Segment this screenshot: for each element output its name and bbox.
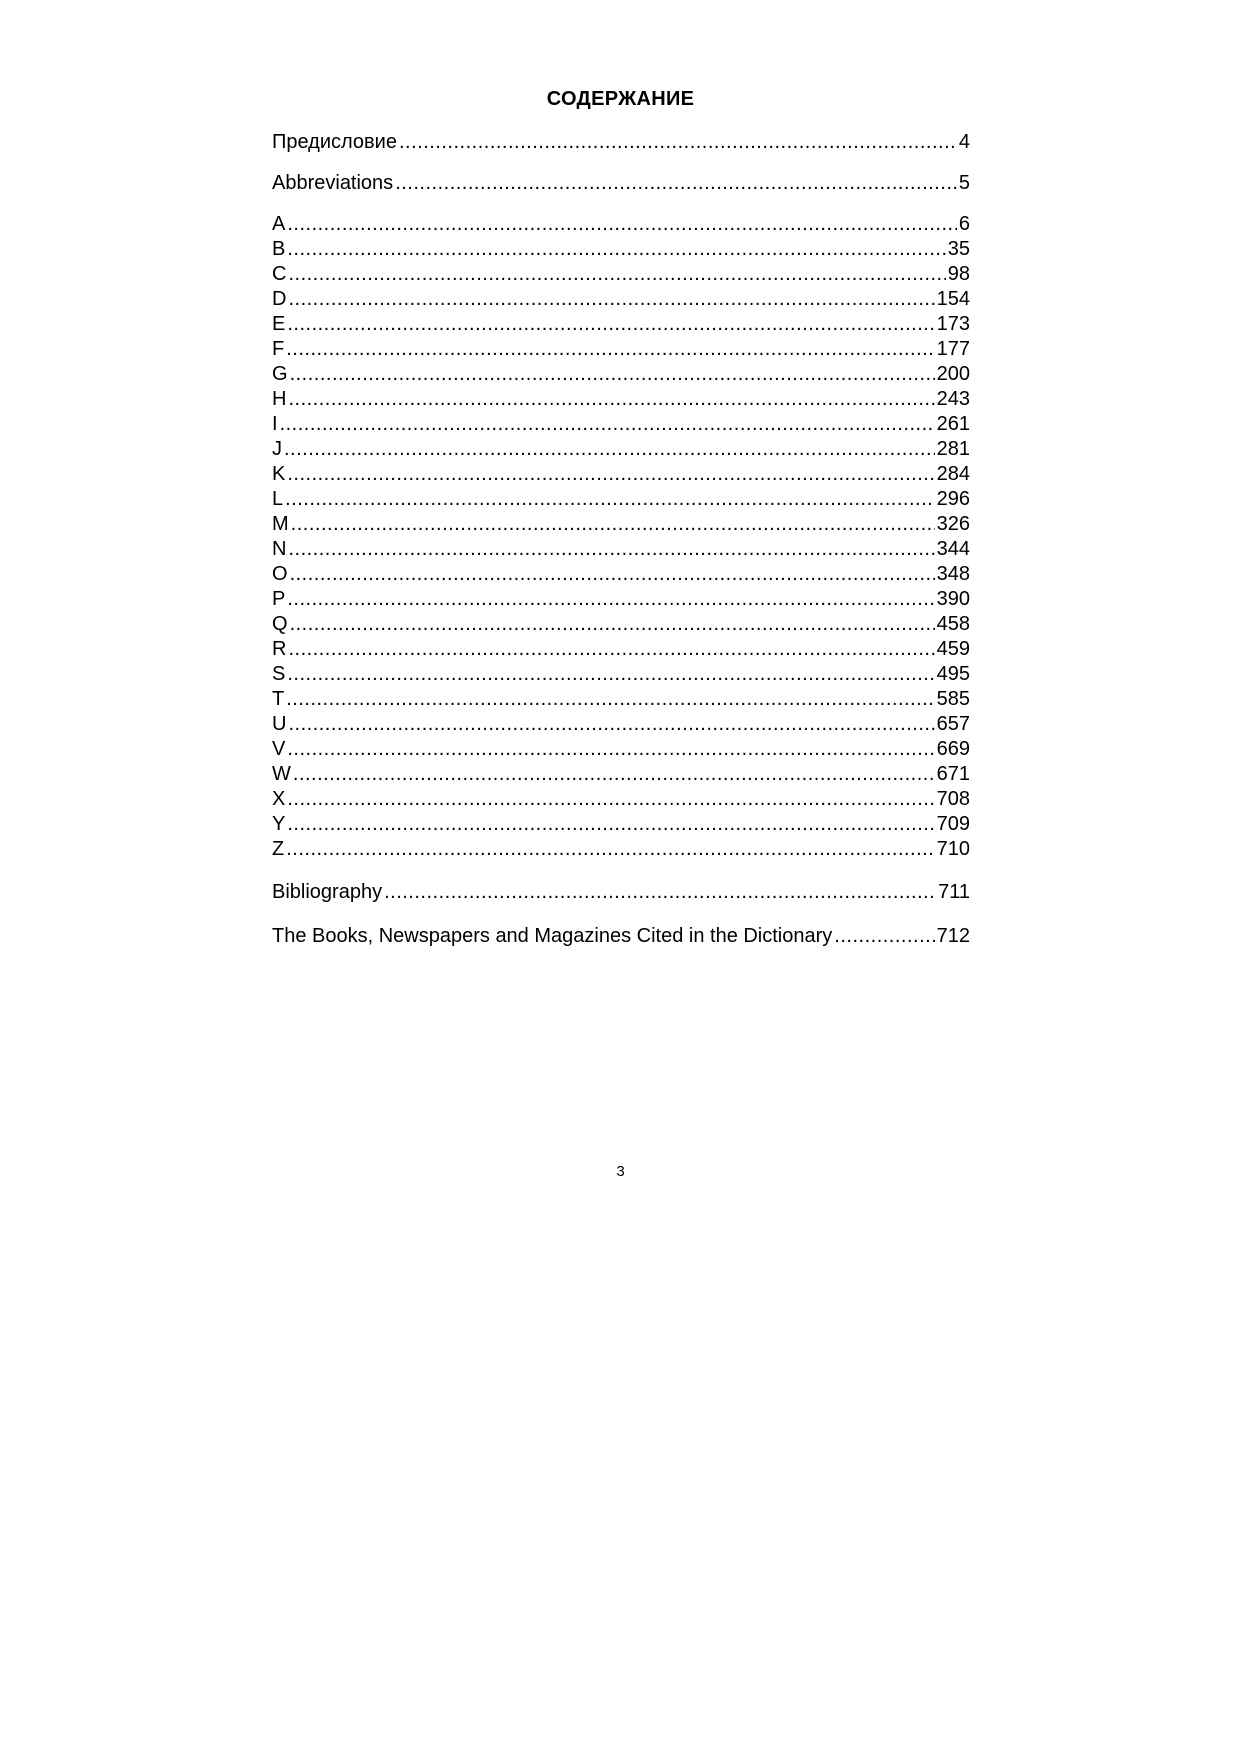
toc-entry[interactable] <box>272 761 970 787</box>
toc-entry-page: 177 <box>936 338 970 360</box>
toc-entry-label: F <box>272 338 285 360</box>
toc-entry-label: X <box>272 788 286 810</box>
toc-dot-leader <box>290 361 935 387</box>
toc-entry-page: 495 <box>936 663 970 685</box>
toc-entry-page: 6 <box>958 213 970 235</box>
toc-entry-label: A <box>272 213 286 235</box>
toc-dot-leader <box>287 311 934 337</box>
toc-dot-leader <box>285 486 935 512</box>
toc-entry-label: Bibliography <box>272 881 383 903</box>
toc-entry[interactable] <box>272 170 970 196</box>
toc-entry-page: 98 <box>947 263 970 285</box>
toc-dot-leader <box>286 336 934 362</box>
toc-dot-leader <box>287 661 934 687</box>
toc-entry-label: P <box>272 588 286 610</box>
toc-dot-leader <box>399 129 957 155</box>
toc-entry-page: 657 <box>936 713 970 735</box>
toc-entry-label: W <box>272 763 291 785</box>
toc-dot-leader <box>284 436 935 462</box>
toc-entry-page: 243 <box>936 388 970 410</box>
toc-entry-label: U <box>272 713 287 735</box>
toc-dot-leader <box>288 386 934 412</box>
toc-entry[interactable] <box>272 923 970 949</box>
toc-dot-leader <box>287 236 945 262</box>
toc-dot-leader <box>286 836 934 862</box>
toc-entry-page: 326 <box>936 513 970 535</box>
toc-entry-page: 459 <box>936 638 970 660</box>
toc-entry-label: Q <box>272 613 288 635</box>
toc-entry[interactable] <box>272 129 970 155</box>
toc-entry[interactable] <box>272 486 970 512</box>
toc-dot-leader <box>287 461 934 487</box>
toc-dot-leader <box>834 923 934 949</box>
toc-entry-page: 585 <box>936 688 970 710</box>
toc-dot-leader <box>288 536 934 562</box>
toc-entry-label: B <box>272 238 286 260</box>
page-number: 3 <box>616 1163 625 1180</box>
toc-entry-label: S <box>272 663 286 685</box>
toc-entry-page: 711 <box>938 881 970 903</box>
toc-entry-page: 348 <box>936 563 970 585</box>
toc-entry[interactable] <box>272 586 970 612</box>
toc-entry-page: 712 <box>936 925 970 947</box>
toc-entry-label: M <box>272 513 289 535</box>
toc-dot-leader <box>293 761 935 787</box>
toc-entry[interactable] <box>272 636 970 662</box>
toc-dot-leader <box>290 561 935 587</box>
toc-entry-page: 4 <box>958 131 970 153</box>
toc-entry-page: 200 <box>936 363 970 385</box>
toc-dot-leader <box>384 879 936 905</box>
toc-dot-leader <box>287 811 934 837</box>
toc-entry-label: T <box>272 688 285 710</box>
toc-entry-page: 284 <box>936 463 970 485</box>
toc-entry-label: D <box>272 288 287 310</box>
toc-entry[interactable] <box>272 611 970 637</box>
toc-entry-label: O <box>272 563 288 585</box>
toc-entry[interactable] <box>272 879 970 905</box>
toc-entry-page: 669 <box>936 738 970 760</box>
toc-dot-leader <box>288 261 945 287</box>
toc-dot-leader <box>286 686 934 712</box>
toc-entry[interactable] <box>272 786 970 812</box>
toc-entry[interactable] <box>272 511 970 537</box>
toc-entry[interactable] <box>272 736 970 762</box>
toc-entry-label: R <box>272 638 287 660</box>
toc-dot-leader <box>395 170 957 196</box>
toc-entry-page: 35 <box>947 238 970 260</box>
toc-entry-page: 709 <box>936 813 970 835</box>
toc-entry-page: 710 <box>936 838 970 860</box>
toc-entry-label: E <box>272 313 286 335</box>
toc-entry-page: 296 <box>936 488 970 510</box>
toc-entry-label: C <box>272 263 287 285</box>
toc-entry-page: 671 <box>936 763 970 785</box>
toc-entry-label: Y <box>272 813 286 835</box>
page-title: СОДЕРЖАНИЕ <box>546 88 695 110</box>
toc-entry-label: I <box>272 413 278 435</box>
toc-entry[interactable] <box>272 311 970 337</box>
toc-entry[interactable] <box>272 436 970 462</box>
toc-entry-label: K <box>272 463 286 485</box>
toc-dot-leader <box>288 636 934 662</box>
toc-entry[interactable] <box>272 686 970 712</box>
toc-entry-page: 154 <box>936 288 970 310</box>
toc-entry-label: Предисловие <box>272 131 397 153</box>
toc-entry-page: 261 <box>936 413 970 435</box>
toc-dot-leader <box>287 736 934 762</box>
toc-entry-page: 708 <box>936 788 970 810</box>
toc-entry-label: Z <box>272 838 285 860</box>
toc-entry-page: 390 <box>936 588 970 610</box>
toc-entry[interactable] <box>272 286 970 312</box>
toc-entry-label: V <box>272 738 286 760</box>
toc-entry[interactable] <box>272 261 970 287</box>
toc-dot-leader <box>287 786 934 812</box>
toc-entry-label: Abbreviations <box>272 172 394 194</box>
toc-entry-label: L <box>272 488 284 510</box>
toc-entry[interactable] <box>272 211 970 237</box>
toc-entry[interactable] <box>272 536 970 562</box>
toc-entry-page: 5 <box>958 172 970 194</box>
toc-entry-page: 458 <box>936 613 970 635</box>
toc-dot-leader <box>288 286 934 312</box>
toc-entry[interactable] <box>272 236 970 262</box>
toc-entry[interactable] <box>272 336 970 362</box>
toc-entry-label: J <box>272 438 282 460</box>
toc-entry-page: 344 <box>936 538 970 560</box>
toc-entry[interactable] <box>272 661 970 687</box>
toc-entry[interactable] <box>272 461 970 487</box>
toc-entry[interactable] <box>272 711 970 737</box>
toc-entry-label: G <box>272 363 288 385</box>
toc-dot-leader <box>287 211 957 237</box>
toc-entry-label: H <box>272 388 287 410</box>
toc-dot-leader <box>280 411 935 437</box>
toc-entry[interactable] <box>272 561 970 587</box>
toc-dot-leader <box>290 611 935 637</box>
toc-dot-leader <box>287 586 934 612</box>
toc-entry-label: The Books, Newspapers and Magazines Cited in the Dictionary <box>272 925 833 947</box>
toc-entry[interactable] <box>272 386 970 412</box>
toc-dot-leader <box>291 511 935 537</box>
toc-entry[interactable] <box>272 361 970 387</box>
toc-entry[interactable] <box>272 836 970 862</box>
toc-entry[interactable] <box>272 811 970 837</box>
toc-entry[interactable] <box>272 411 970 437</box>
toc-entry-page: 173 <box>936 313 970 335</box>
toc-dot-leader <box>288 711 934 737</box>
toc-entry-label: N <box>272 538 287 560</box>
toc-entry-page: 281 <box>936 438 970 460</box>
